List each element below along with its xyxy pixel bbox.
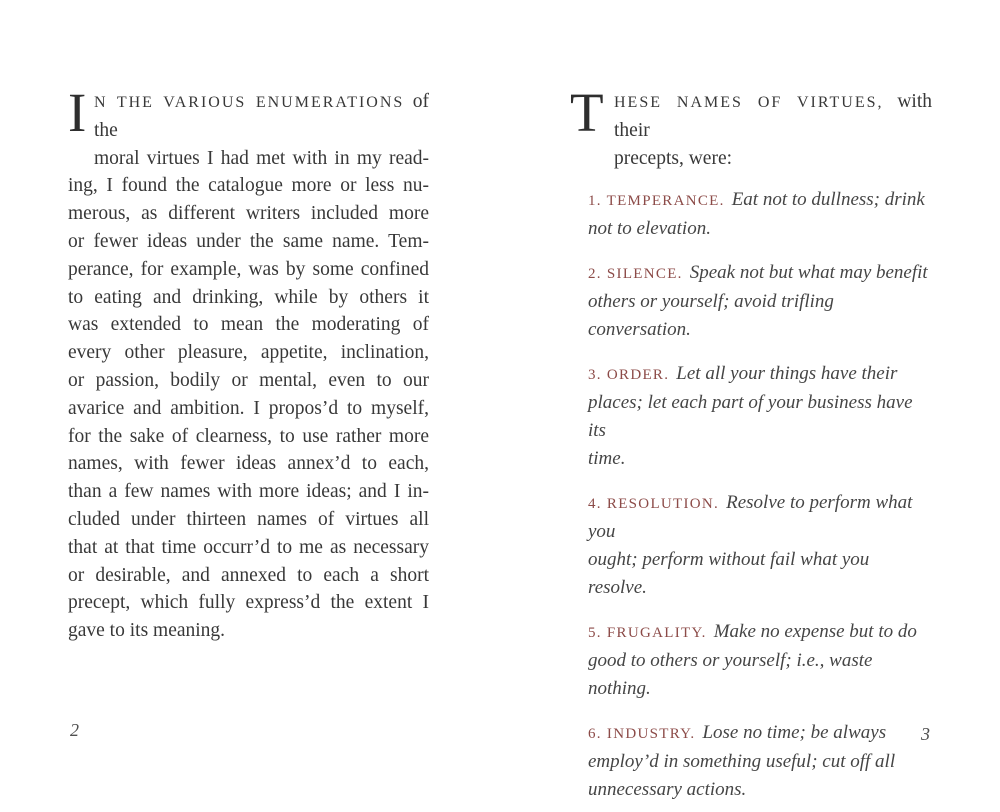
virtue-label: 2. SILENCE. bbox=[588, 266, 683, 283]
left-page bbox=[68, 82, 430, 645]
virtue-label: 6. INDUSTRY. bbox=[588, 726, 696, 743]
text-line: moral virtues I had met with in my read- bbox=[94, 147, 429, 169]
text-line bbox=[588, 360, 932, 389]
list-item-resolution bbox=[588, 489, 932, 602]
right-page bbox=[570, 82, 932, 812]
virtue-label: 3. ORDER. bbox=[588, 367, 670, 384]
list-item-frugality bbox=[588, 618, 932, 703]
precept-text: Eat not to dullness; drink bbox=[731, 189, 925, 211]
text-line: every other pleasure, appetite, inclination, bbox=[68, 342, 429, 364]
text-line: places; let each part of your business have its bbox=[588, 392, 913, 442]
text-line: that at that time occurr’d to me as necessary bbox=[68, 536, 429, 558]
right-header bbox=[570, 82, 932, 172]
virtue-label: 5. FRUGALITY. bbox=[588, 625, 707, 642]
text-line: to eating and drinking, while by others it bbox=[68, 286, 429, 308]
dropcap-letter-t: T bbox=[570, 82, 604, 143]
opening-rest: of the bbox=[94, 91, 430, 141]
text-line: than a few names with more ideas; and I in- bbox=[68, 481, 429, 503]
text-line: merous, as different writers included more bbox=[68, 203, 429, 225]
smallcaps-opening: N THE VARIOUS ENUMERATIONS bbox=[94, 94, 405, 111]
text-line bbox=[588, 489, 932, 546]
list-item-silence bbox=[588, 259, 932, 344]
list-item-temperance bbox=[588, 186, 932, 243]
precept-text: Let all your things have their bbox=[676, 363, 898, 385]
text-line bbox=[588, 719, 932, 748]
list-item-order bbox=[588, 360, 932, 473]
text-line: or desirable, and annexed to each a short bbox=[68, 564, 429, 586]
text-line bbox=[68, 82, 430, 145]
text-line: good to others or yourself; i.e., waste nothing. bbox=[588, 650, 873, 700]
text-line: names, with fewer ideas annex’d to each, bbox=[68, 453, 429, 475]
text-line: cluded under thirteen names of virtues all bbox=[68, 508, 429, 530]
text-line: time. bbox=[588, 448, 626, 470]
text-line: perance, for example, was by some confined bbox=[68, 258, 429, 280]
list-item-industry bbox=[588, 719, 932, 804]
text-line: for the sake of clearness, to use rather more bbox=[68, 425, 429, 447]
text-line bbox=[570, 82, 932, 145]
text-line: ing, I found the catalogue more or less nu- bbox=[68, 175, 429, 197]
precept-text: Make no expense but to do bbox=[713, 621, 917, 643]
page-number-right: 3 bbox=[921, 724, 930, 744]
text-line bbox=[588, 618, 932, 647]
text-line: or fewer ideas under the same name. Tem- bbox=[68, 230, 429, 252]
text-line: or passion, bodily or mental, even to our bbox=[68, 369, 429, 391]
virtue-label: 1. TEMPERANCE. bbox=[588, 193, 725, 210]
smallcaps-opening: HESE NAMES OF VIRTUES, bbox=[614, 94, 884, 111]
virtues-list bbox=[570, 186, 932, 804]
precept-text: Resolve to perform what you bbox=[588, 492, 913, 543]
text-line: precepts, were: bbox=[614, 147, 733, 169]
left-paragraph bbox=[68, 82, 430, 645]
text-line: was extended to mean the moderating of bbox=[68, 314, 429, 336]
dropcap-letter-i: I bbox=[68, 82, 87, 143]
text-line: unnecessary actions. bbox=[588, 779, 747, 801]
text-line bbox=[588, 186, 932, 215]
page-number-left: 2 bbox=[70, 720, 79, 740]
precept-text: Speak not but what may benefit bbox=[689, 262, 928, 284]
text-line: not to elevation. bbox=[588, 218, 711, 240]
virtue-label: 4. RESOLUTION. bbox=[588, 496, 720, 513]
precept-text: Lose no time; be always bbox=[702, 722, 887, 744]
text-line: others or yourself; avoid trifling conversation. bbox=[588, 291, 834, 341]
text-line: gave to its meaning. bbox=[68, 620, 226, 642]
text-line: ought; perform without fail what you resolve. bbox=[588, 549, 870, 599]
text-line bbox=[588, 259, 932, 288]
opening-rest: with their bbox=[614, 91, 932, 141]
text-line: avarice and ambition. I propos’d to myself, bbox=[68, 397, 429, 419]
text-line: precept, which fully express’d the extent I bbox=[68, 592, 429, 614]
text-line: employ’d in something useful; cut off all bbox=[588, 751, 896, 773]
